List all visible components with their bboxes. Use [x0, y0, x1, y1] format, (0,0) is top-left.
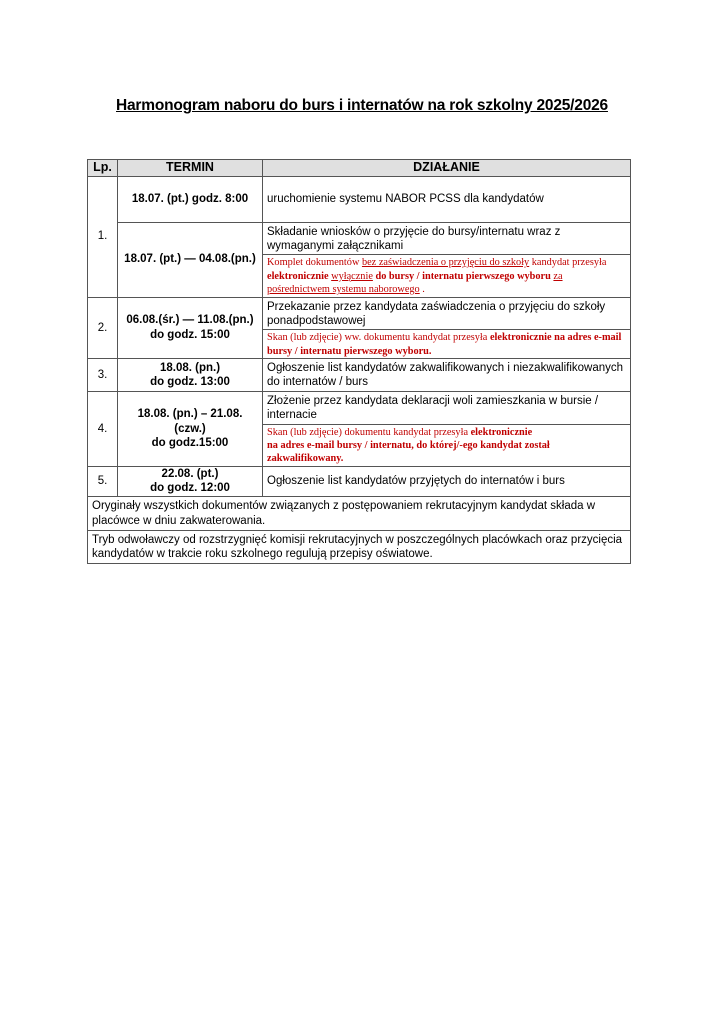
note-text: kandydat przesyła — [529, 257, 607, 269]
footer-row — [88, 496, 631, 530]
term-cell: 18.07. (pt.) godz. 8:00 — [118, 176, 263, 222]
note-text: Skan (lub zdjęcie) ww. dokumentu kandydat przesyła — [267, 332, 490, 344]
term-cell — [118, 297, 263, 359]
footer-note: Tryb odwoławczy od rozstrzygnięć komisji rekrutacyjnych w poszczególnych placówkach oraz przycięcia kandydatów w trakcie roku szkolnego regulują przepisy oświatowe. — [88, 530, 631, 564]
note-text: elektronicznie — [470, 426, 533, 438]
action-cell: Ogłoszenie list kandydatów przyjętych do internatów i burs — [263, 466, 631, 496]
row-number: 5. — [88, 466, 118, 496]
note-text: . — [419, 284, 425, 296]
header-lp: Lp. — [88, 160, 118, 177]
table-row — [88, 222, 631, 255]
term-line: 18.08. (pn.) — [159, 361, 221, 374]
term-line: 18.08. (pn.) – 21.08. — [137, 408, 243, 421]
table-row — [88, 176, 631, 222]
action-cell: Składanie wniosków o przyjęcie do bursy/internatu wraz z wymaganymi załącznikami — [263, 222, 631, 255]
footer-row — [88, 530, 631, 564]
term-line: do godz. 12:00 — [150, 482, 230, 495]
action-cell: uruchomienie systemu NABOR PCSS dla kandydatów — [263, 176, 631, 222]
schedule-table — [87, 159, 631, 564]
red-note — [263, 424, 631, 466]
note-text: wyłącznie — [331, 270, 373, 282]
note-text: bez zaświadczenia o przyjęciu do szkoły — [361, 257, 530, 269]
row-number: 3. — [88, 359, 118, 392]
term-cell — [118, 466, 263, 496]
note-text: Komplet dokumentów — [267, 257, 362, 269]
note-text: Skan (lub zdjęcie) dokumentu kandydat przesyła — [267, 426, 471, 438]
note-text: na adres e-mail bursy / internatu, do której/-ego kandydat został zakwalifikowany. — [267, 439, 550, 465]
action-cell: Ogłoszenie list kandydatów zakwalifikowanych i niezakwalifikowanych do internatów / burs — [263, 359, 631, 392]
row-number: 1. — [88, 176, 118, 297]
action-cell: Przekazanie przez kandydata zaświadczenia o przyjęciu do szkoły ponadpodstawowej — [263, 297, 631, 330]
action-cell: Złożenie przez kandydata deklaracji woli zamieszkania w bursie / internacie — [263, 391, 631, 424]
term-line: 06.08.(śr.) — 11.08.(pn.) — [126, 314, 254, 327]
term-cell: 18.07. (pt.) — 04.08.(pn.) — [118, 222, 263, 297]
term-cell — [118, 359, 263, 392]
term-line: 22.08. (pt.) — [161, 467, 219, 480]
table-row — [88, 391, 631, 424]
header-dzialanie: DZIAŁANIE — [263, 160, 631, 177]
note-text: elektronicznie — [267, 270, 329, 282]
red-note — [263, 255, 631, 297]
note-text: elektronicznie na adres e-mail bursy / internatu pierwszego wyboru. — [267, 332, 622, 357]
row-number: 2. — [88, 297, 118, 359]
document-title: Harmonogram naboru do burs i internatów na rok szkolny 2025/2026 — [116, 97, 608, 114]
table-row — [88, 466, 631, 496]
table-row — [88, 359, 631, 392]
note-text: do bursy / internatu pierwszego wyboru — [375, 270, 551, 282]
table-row — [88, 297, 631, 330]
footer-note: Oryginały wszystkich dokumentów związanych z postępowaniem rekrutacyjnym kandydat składa w placówce w dniu zakwaterowania. — [88, 496, 631, 530]
header-termin: TERMIN — [118, 160, 263, 177]
term-cell — [118, 391, 263, 466]
term-line: do godz.15:00 — [151, 436, 229, 449]
term-line: do godz. 15:00 — [150, 328, 230, 341]
term-line: do godz. 13:00 — [150, 375, 230, 388]
term-line: (czw.) — [174, 422, 206, 435]
note-text: za pośrednictwem systemu naborowego — [267, 270, 563, 296]
red-note — [263, 330, 631, 359]
header-row — [88, 160, 631, 177]
row-number: 4. — [88, 391, 118, 466]
